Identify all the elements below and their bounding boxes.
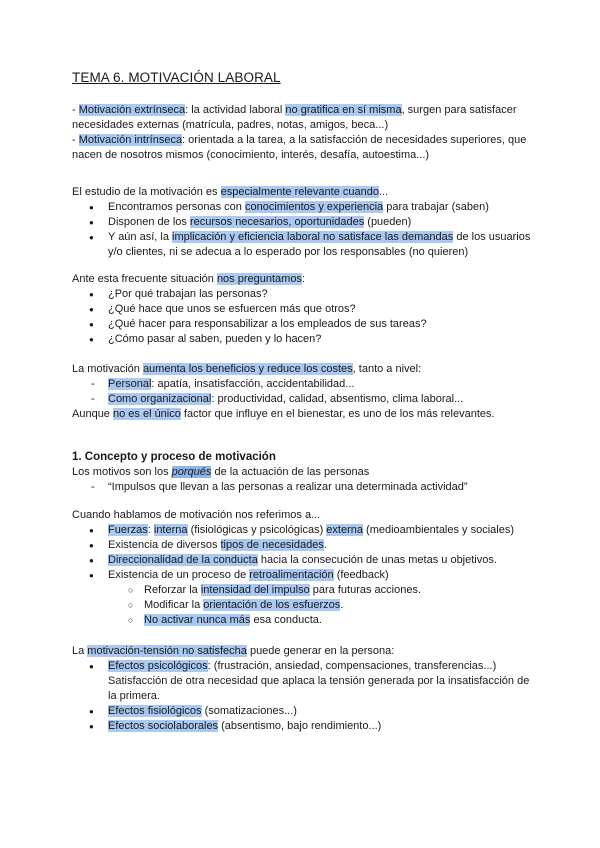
highlight: No activar nunca más: [144, 614, 251, 626]
section-heading: 1. Concepto y proceso de motivación: [72, 451, 276, 463]
highlight: interna: [153, 524, 188, 536]
paragraph-intrinseca: - Motivación intrínseca: orientada a la tarea, a la satisfacción de necesidades superiores, que nacen de nosotros mismos (conocimiento, interés, desafía, autoestima...): [72, 134, 527, 161]
highlight: tipos de necesidades: [220, 539, 324, 551]
list-item: - Como organizacional: productividad, calidad, absentismo, clima laboral...: [72, 392, 532, 407]
highlight: conocimientos y experiencia: [244, 201, 384, 213]
highlight: motivación-tensión no satisfecha: [87, 645, 247, 657]
paragraph-tension: La motivación-tensión no satisfecha puede generar en la persona:: [72, 645, 395, 657]
highlight: Efectos fisiológicos: [108, 705, 202, 717]
list-item: ● Efectos fisiológicos (somatizaciones...): [72, 704, 532, 719]
highlight: no es el único: [112, 408, 181, 420]
list-item: ● Direccionalidad de la conducta hacia la consecución de unas metas u objetivos.: [72, 553, 532, 568]
highlight: retroalimentación: [249, 569, 334, 581]
highlight: externa: [326, 524, 363, 536]
list-item: ○ No activar nunca más esa conducta.: [72, 613, 532, 628]
list-item: ● Encontramos personas con conocimientos y experiencia para trabajar (saben): [72, 200, 532, 215]
list-niveles: [72, 377, 532, 407]
list-estudio: [72, 200, 532, 260]
paragraph-extrinseca: - Motivación extrínseca: la actividad laboral no gratifica en sí misma, surgen para satisfacer necesidades externas (matrícula, padres, notas, amigos, beca...): [72, 104, 517, 131]
highlight: Efectos sociolaborales: [108, 720, 219, 732]
page-title: TEMA 6. MOTIVACIÓN LABORAL: [72, 70, 281, 85]
list-item: ● ¿Qué hacer para responsabilizar a los empleados de sus tareas?: [72, 317, 532, 332]
list-item: ● Efectos sociolaborales (absentismo, bajo rendimiento...): [72, 719, 532, 734]
paragraph-aunque: Aunque no es el único factor que influye en el bienestar, es uno de los más relevantes.: [72, 408, 495, 420]
list-item: ● Efectos psicológicos: (frustración, ansiedad, compensaciones, transferencias...) Satisfacción de otra necesidad que aplaca la tensión generada por la insatisfacción de la primera.: [72, 659, 532, 704]
list-item: ● ¿Qué hace que unos se esfuercen más que otros?: [72, 302, 532, 317]
list-item: ○ Modificar la orientación de los esfuerzos.: [72, 598, 532, 613]
list-referimos: [72, 523, 532, 583]
list-item: ● ¿Por qué trabajan las personas?: [72, 287, 532, 302]
highlight: Como organizacional: [108, 393, 212, 405]
highlight: nos preguntamos: [216, 273, 302, 285]
highlight: Personal: [108, 378, 152, 390]
paragraph-estudio: El estudio de la motivación es especialmente relevante cuando...: [72, 186, 389, 198]
highlight: intensidad del impulso: [200, 584, 310, 596]
highlight: Efectos psicológicos: [108, 660, 208, 672]
highlight: implicación y eficiencia laboral no satisface las demandas: [172, 231, 454, 243]
list-item: ● Y aún así, la implicación y eficiencia laboral no satisface las demandas de los usuarios y/o clientes, ni se adecua a lo esperado por los responsables (no quieren): [72, 230, 532, 260]
paragraph-frecuente: Ante esta frecuente situación nos preguntamos:: [72, 273, 305, 285]
document-page: [72, 70, 532, 734]
highlight: no gratifica en sí misma: [285, 104, 402, 116]
list-retroalimentacion: [72, 583, 532, 628]
list-item: ● Existencia de diversos tipos de necesidades.: [72, 538, 532, 553]
highlight: Fuerzas: [108, 524, 148, 536]
highlight: Motivación intrínseca: [78, 134, 183, 146]
paragraph-cuando: Cuando hablamos de motivación nos referimos a...: [72, 509, 321, 521]
list-item: ○ Reforzar la intensidad del impulso para futuras acciones.: [72, 583, 532, 598]
list-item: - “Impulsos que llevan a las personas a realizar una determinada actividad”: [72, 480, 532, 495]
list-quote: [72, 480, 532, 495]
paragraph-beneficios: La motivación aumenta los beneficios y reduce los costes, tanto a nivel:: [72, 363, 422, 375]
list-efectos: [72, 659, 532, 734]
list-item: ● Fuerzas: interna (fisiológicas y psicológicas) externa (medioambientales y sociales): [72, 523, 532, 538]
highlight: especialmente relevante cuando: [220, 186, 379, 198]
highlight: orientación de los esfuerzos: [203, 599, 341, 611]
list-item: ● Disponen de los recursos necesarios, oportunidades (pueden): [72, 215, 532, 230]
paragraph-motivos: Los motivos son los porqués de la actuación de las personas: [72, 466, 370, 478]
highlight: recursos necesarios, oportunidades: [189, 216, 365, 228]
list-item: ● ¿Cómo pasar al saben, pueden y lo hacen?: [72, 332, 532, 347]
list-item: - Personal: apatía, insatisfacción, accidentabilidad...: [72, 377, 532, 392]
highlight: porqués: [171, 466, 212, 478]
list-item: ● Existencia de un proceso de retroalimentación (feedback): [72, 568, 532, 583]
highlight: aumenta los beneficios y reduce los costes: [142, 363, 353, 375]
highlight: Motivación extrínseca: [78, 104, 186, 116]
highlight: Direccionalidad de la conducta: [108, 554, 258, 566]
list-preguntas: [72, 287, 532, 347]
